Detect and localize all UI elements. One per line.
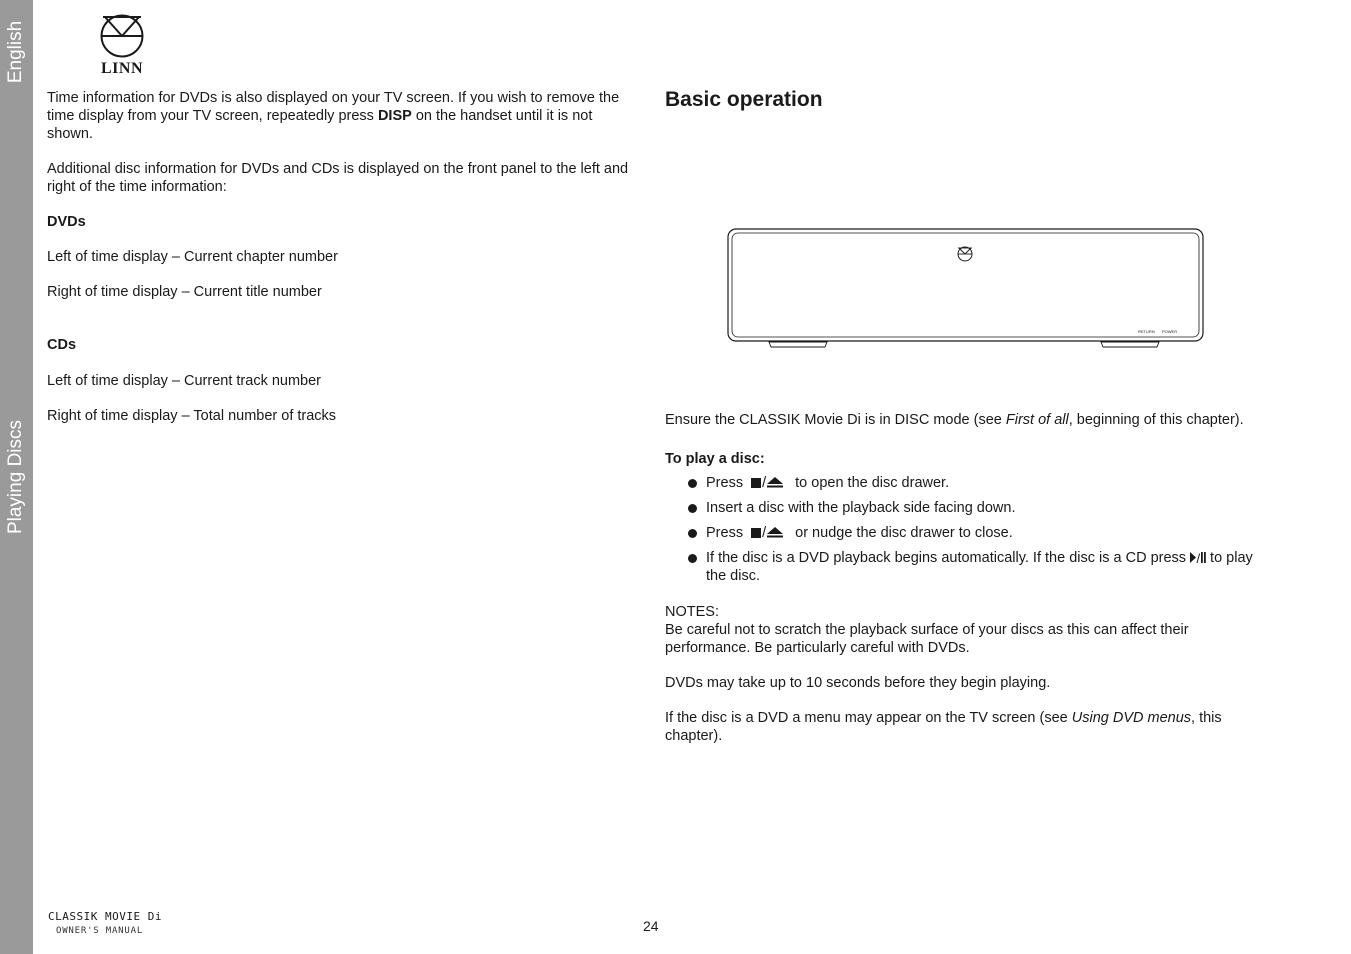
sidebar-chapter-label: Playing Discs: [5, 419, 26, 535]
svg-text:/: /: [1196, 551, 1201, 564]
stop-icon: [751, 478, 761, 488]
section-title: Basic operation: [665, 88, 823, 111]
logo-text: LINN: [100, 60, 143, 77]
power-label: POWER: [1162, 329, 1178, 334]
play-disc-heading: To play a disc:: [665, 451, 765, 467]
bullet-icon: [688, 554, 697, 563]
note-dvd-menu: If the disc is a DVD a menu may appear on the TV screen (see Using DVD menus, this chapter).: [665, 710, 1222, 744]
dvds-left-info: Left of time display – Current chapter number: [47, 249, 338, 265]
left-column: [47, 89, 639, 425]
ensure-mode-paragraph: Ensure the CLASSIK Movie Di is in DISC mode (see First of all, beginning of this chapter).: [665, 412, 1244, 428]
footer-brand: CLASSIK MOVIE Di: [48, 910, 162, 923]
bullet-icon: [688, 529, 697, 538]
list-item: Press / to open the disc drawer.: [665, 474, 1265, 492]
sidebar: [0, 0, 33, 954]
dvds-right-info: Right of time display – Current title number: [47, 284, 322, 300]
eject-icon: [767, 477, 783, 488]
dvds-heading: DVDs: [47, 214, 86, 230]
stop-icon: [751, 528, 761, 538]
additional-info-paragraph: Additional disc information for DVDs and CDs is displayed on the front panel to the left and right of the time information:: [47, 161, 629, 195]
notes-label: NOTES:: [665, 604, 719, 620]
sidebar-language-label: English: [5, 20, 26, 84]
cds-heading: CDs: [47, 337, 77, 353]
player-front-panel-illustration: [727, 228, 1205, 350]
time-info-paragraph: Time information for DVDs is also displayed on your TV screen. If you wish to remove the time display from your TV screen, repeatedly press DISP on the handset until it is not shown.: [47, 90, 620, 142]
return-label: RETURN: [1138, 329, 1155, 334]
bullet-icon: [688, 504, 697, 513]
list-item: Insert a disc with the playback side facing down.: [665, 499, 1265, 517]
note-load-time: DVDs may take up to 10 seconds before they begin playing.: [665, 675, 1051, 691]
list-item: Press / or nudge the disc drawer to close.: [665, 524, 1265, 542]
eject-icon: [767, 527, 783, 538]
bullet-icon: [688, 479, 697, 488]
page-number: 24: [643, 918, 659, 934]
list-item: If the disc is a DVD playback begins automatically. If the disc is a CD press / to play the disc.: [665, 549, 1265, 585]
note-scratch: Be careful not to scratch the playback surface of your discs as this can affect their performance. Be particularly careful with DVDs.: [665, 622, 1189, 656]
footer-subtitle: OWNER'S MANUAL: [56, 926, 144, 936]
cds-left-info: Left of time display – Current track number: [47, 373, 322, 389]
play-pause-icon: [1190, 551, 1206, 564]
play-steps-list: [665, 474, 1265, 585]
cds-right-info: Right of time display – Total number of tracks: [47, 408, 337, 424]
right-column: [665, 411, 1265, 745]
